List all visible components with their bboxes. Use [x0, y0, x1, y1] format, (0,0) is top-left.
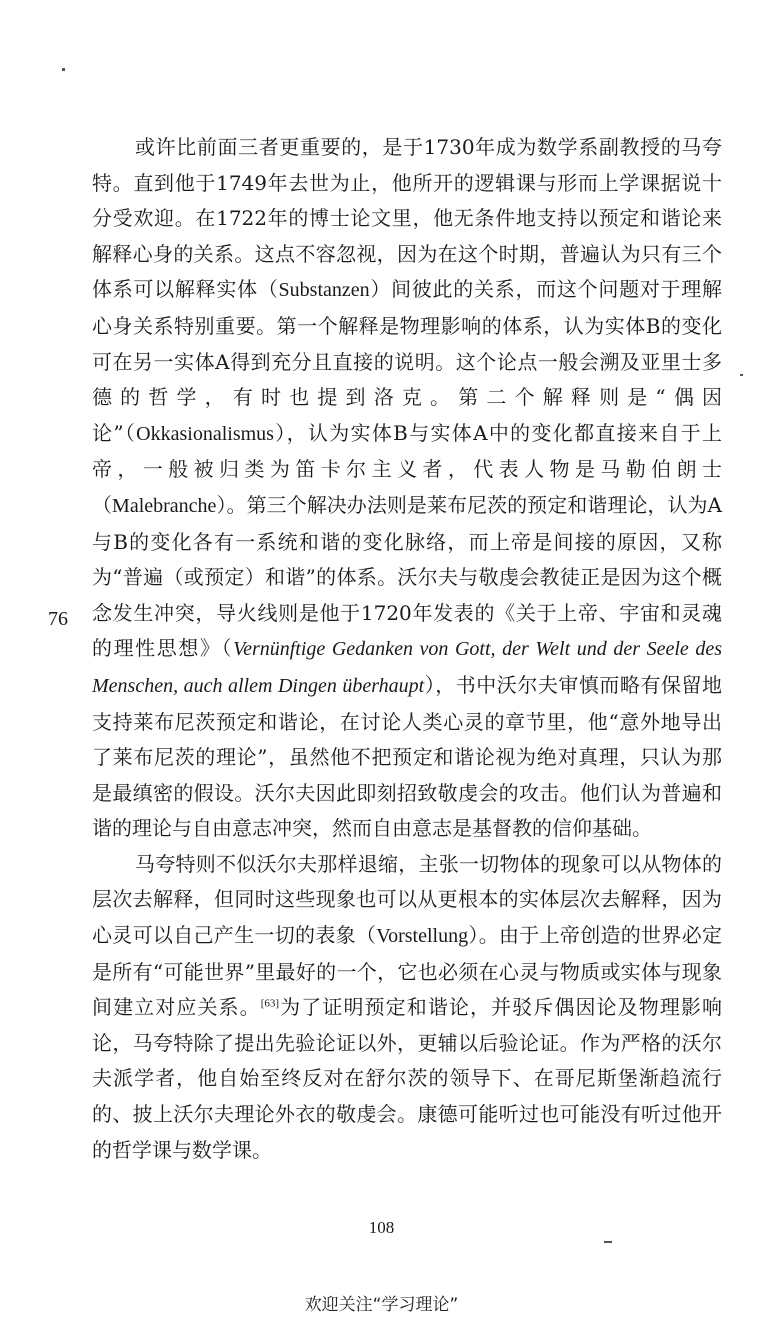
term-okkasionalismus: Okkasionalismus — [136, 422, 274, 445]
paragraph-1-segment: 或许比前面三者更重要的，是于1730年成为数学系副教授的马夸特。直到他于1749年去世为止，他所开的逻辑课与形而上学课据说十分受欢迎。在1722年的博士论文里，他无条件地支持以预定和谐论来解释心身的关系。这点不容忽视，因为在这个时期，普遍认为只有三个体系可以解释实体（ — [92, 135, 722, 302]
body-text — [92, 130, 722, 1168]
paragraph-2-segment: 为了证明预定和谐论，并驳斥偶因论及物理影响论，马夸特除了提出先验论证以外，更辅以后验论证。作为严格的沃尔夫派学者，他自始至终反对在舒尔茨的领导下、在哥尼斯堡渐趋流行的、披上沃尔夫理论外衣的敬虔会。康德可能听过也可能没有听过他开的哲学课与数学课。 — [92, 995, 723, 1162]
page-number: 108 — [368, 1218, 395, 1237]
paragraph-1-segment: ），认为实体B与实体A中的变化都直接来自于上帝，一般被归类为笛卡尔主义者，代表人物是马勒伯朗士（ — [92, 420, 722, 517]
book-title-german: Vernünftige Gedanken von Gott, der Welt und der Seele des Menschen, auch allem Dingen überhaupt — [92, 638, 723, 697]
paragraph-1-segment: ）。第三个解决办法则是莱布尼茨的预定和谐理论，认为A与B的变化各有一系统和谐的变化脉络，而上帝是间接的原因，又称为“普遍（或预定）和谐”的体系。沃尔夫与敬虔会教徒正是因为这个概念发生冲突，导火线则是他于1720年发表的《关于上帝、宇宙和灵魂的理性思想》（ — [92, 492, 722, 661]
footnote-reference[interactable]: [63] — [260, 997, 280, 1010]
scan-speck — [62, 68, 65, 71]
scan-speck — [740, 374, 743, 376]
term-substanzen: Substanzen — [278, 279, 370, 302]
scan-speck — [604, 1241, 612, 1243]
paragraph-1-segment: ）间彼此的关系，而这个问题对于理解心身关系特别重要。第一个解释是物理影响的体系，认为实体B的变化可在另一实体A得到充分且直接的说明。这个论点一般会溯及亚里士多德的哲学，有时也提到洛克。第二个解释则是“偶因论”（ — [92, 277, 723, 445]
footer-watermark-text: 欢迎关注“学习理论” — [304, 1295, 459, 1315]
margin-page-number: 76 — [48, 608, 68, 630]
term-malebranche: Malebranche — [112, 494, 217, 517]
term-vorstellung: Vorstellung — [376, 925, 469, 948]
paragraph-2-segment: 马夸特则不似沃尔夫那样退缩，主张一切物体的现象可以从物体的层次去解释，但同时这些现象也可以从更根本的实体层次去解释，因为心灵可以自己产生一切的表象（ — [92, 851, 722, 948]
paragraph-2-segment: ）。由于上帝创造的世界必定是所有“可能世界”里最好的一个，它也必须在心灵与物质或实体与现象间建立对应关系。 — [92, 923, 723, 1020]
paragraph-1-segment: ），书中沃尔夫审慎而略有保留地支持莱布尼茨预定和谐论，在讨论人类心灵的章节里，他“意外地导出了莱布尼茨的理论”，虽然他不把预定和谐论视为绝对真理，只认为那是最缜密的假设。沃尔夫因此即刻招致敬虔会的攻击。他们认为普遍和谐的理论与自由意志冲突，然而自由意志是基督教的信仰基础。 — [92, 672, 722, 841]
paragraph-1 — [92, 130, 722, 847]
paragraph-2 — [92, 847, 722, 1168]
